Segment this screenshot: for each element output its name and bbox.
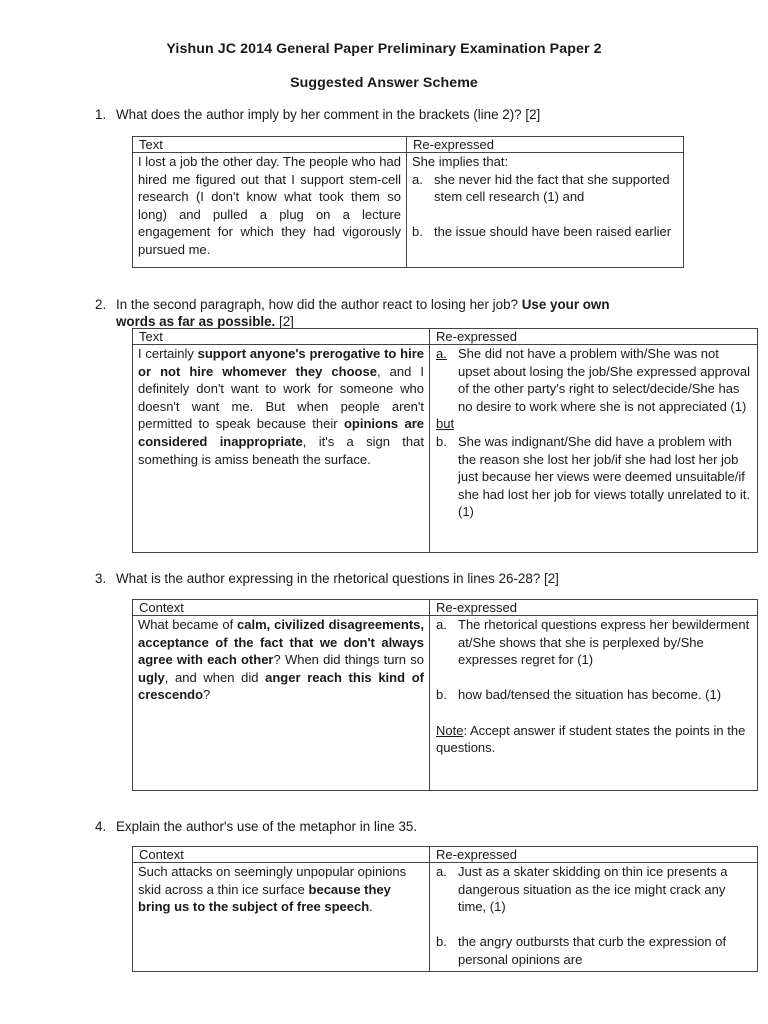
question-text: In the second paragraph, how did the author react to losing her job? Use your own xyxy=(116,297,610,312)
answer-intro: She implies that: xyxy=(412,154,509,169)
passage-cell: What became of calm, civilized disagreements, acceptance of the fact that we don't always agree with each other? When did things turn so ugly, and when did anger reach this kind of crescendo? xyxy=(133,616,430,791)
answer-cell xyxy=(430,616,758,791)
column-header-re-expressed: Re-expressed xyxy=(430,600,758,616)
answer-cell xyxy=(430,863,758,972)
column-header-re-expressed: Re-expressed xyxy=(430,329,758,345)
answer-item-a: a. Just as a skater skidding on thin ice presents a dangerous situation as the ice might crack any time, (1) xyxy=(436,864,728,915)
passage-cell: I certainly support anyone's prerogative to hire or not hire whomever they choose, and I definitely don't want to work for someone who doesn't want me. But when people aren't permitted to speak because their opinions are considered inappropriate, it's a sign that something is amiss beneath the surface. xyxy=(133,345,430,553)
answer-table-3 xyxy=(132,599,758,791)
question-number: 2. xyxy=(95,297,107,312)
column-header-re-expressed: Re-expressed xyxy=(407,137,684,153)
column-header-text: Text xyxy=(133,137,407,153)
document-title: Yishun JC 2014 General Paper Preliminary Examination Paper 2 xyxy=(166,41,602,57)
document-subtitle: Suggested Answer Scheme xyxy=(290,75,478,91)
passage-cell: Such attacks on seemingly unpopular opinions skid across a thin ice surface because they bring us to the subject of free speech. xyxy=(133,863,430,972)
passage-cell xyxy=(133,153,407,268)
question-text: What is the author expressing in the rhetorical questions in lines 26-28? [2] xyxy=(116,571,559,586)
question-text-line2: words as far as possible. [2] xyxy=(116,314,294,329)
question-number: 1. xyxy=(95,107,107,122)
answer-table-1 xyxy=(132,136,684,268)
column-header-context: Context xyxy=(133,847,430,863)
answer-item-a: a. The rhetorical questions express her bewilderment at/She shows that she is perplexed by/She expresses regret for (1) xyxy=(436,617,750,668)
column-header-re-expressed: Re-expressed xyxy=(430,847,758,863)
passage-text: I lost a job the other day. The people who had hired me figured out that I support stem-cell research (I don't know what took them so long) and pulled a plug on a lecture engagement for which they had vigorously pursued me. xyxy=(138,154,401,257)
answer-table-2 xyxy=(132,328,758,553)
answer-item-b: b. the angry outbursts that curb the expression of personal opinions are xyxy=(436,934,727,967)
column-header-context: Context xyxy=(133,600,430,616)
answer-cell xyxy=(430,345,758,553)
question-number: 4. xyxy=(95,819,107,834)
question-text: Explain the author's use of the metaphor in line 35. xyxy=(116,819,418,834)
answer-item-a: a. she never hid the fact that she supported stem cell research (1) and xyxy=(412,171,670,205)
answer-item-b: b. the issue should have been raised earlier xyxy=(412,224,672,240)
question-text: What does the author imply by her comment in the brackets (line 2)? [2] xyxy=(116,107,541,122)
question-number: 3. xyxy=(95,571,107,586)
column-header-text: Text xyxy=(133,329,430,345)
answer-note: Note: Accept answer if student states the points in the questions. xyxy=(436,722,746,756)
answer-table-4 xyxy=(132,846,758,972)
answer-item-b: b. She was indignant/She did have a problem with the reason she lost her job/if she had lost her job just because her views were deemed unsuitable/if she had lost her job for views totally unrelated to it. (1) xyxy=(436,433,750,520)
answer-item-a: a. She did not have a problem with/She was not upset about losing the job/She expressed approval of the other party's right to select/decide/She has no desire to work where she is not appreciated (1) xyxy=(436,346,750,414)
answer-item-b: b. how bad/tensed the situation has become. (1) xyxy=(436,687,722,703)
answer-connector: but xyxy=(436,416,455,432)
answer-cell xyxy=(407,153,684,268)
